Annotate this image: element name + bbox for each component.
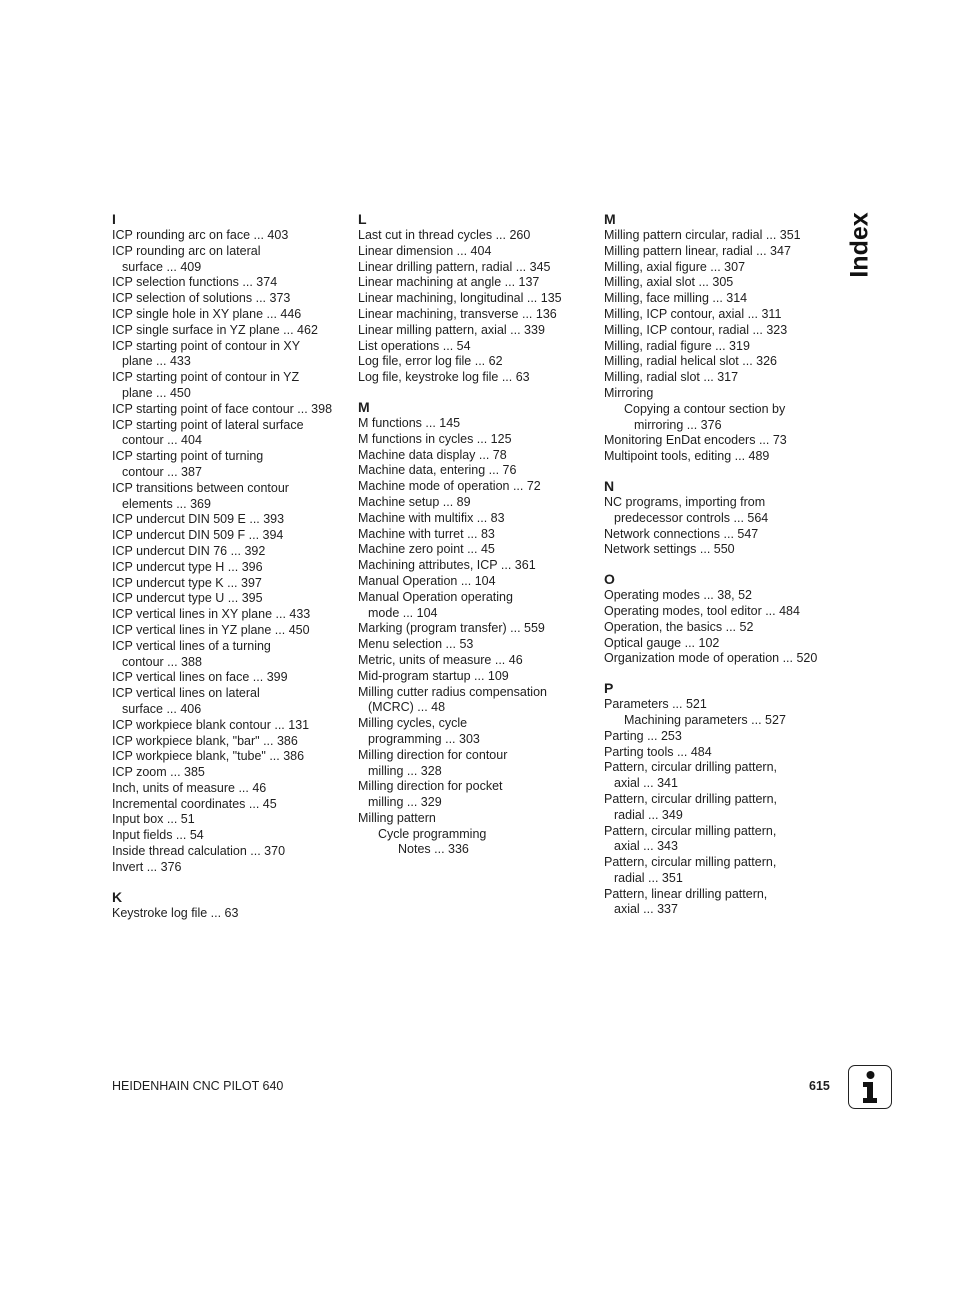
index-entry [112, 323, 352, 339]
index-entry [112, 797, 352, 813]
index-entry [112, 639, 352, 671]
entry-text: Parting tools ... 484 [604, 744, 712, 759]
entry-text: Machine with multifix ... 83 [358, 510, 505, 525]
entry-text: Pattern, circular milling pattern, [604, 823, 777, 838]
entry-text: Machine mode of operation ... 72 [358, 479, 541, 494]
index-entry [112, 481, 352, 513]
entry-text: Copying a contour section by [624, 401, 786, 416]
entry-continuation: mirroring ... 376 [634, 417, 722, 432]
entry-text: Operation, the basics ... 52 [604, 619, 754, 634]
entry-text: ICP undercut type U ... 395 [112, 591, 263, 606]
index-entry [358, 370, 598, 386]
entry-continuation: contour ... 387 [122, 464, 202, 479]
entry-text: Machine setup ... 89 [358, 494, 471, 509]
entry-continuation: axial ... 341 [614, 776, 678, 791]
index-entry [358, 228, 598, 244]
entry-text: Machining attributes, ICP ... 361 [358, 558, 536, 573]
index-entry [112, 906, 352, 922]
entry-text: ICP undercut type H ... 396 [112, 559, 263, 574]
index-entry [604, 339, 844, 355]
index-entry [358, 260, 598, 276]
entry-continuation: surface ... 406 [122, 701, 202, 716]
entry-text: Linear machining, longitudinal ... 135 [358, 291, 562, 306]
entry-text: Manual Operation ... 104 [358, 573, 496, 588]
index-column-2 [358, 211, 598, 871]
entry-text: ICP starting point of contour in YZ [112, 370, 300, 385]
section-letter: M [604, 211, 616, 227]
entry-text: Mirroring [604, 385, 654, 400]
index-entry [604, 449, 844, 465]
entry-text: ICP single surface in YZ plane ... 462 [112, 322, 318, 337]
entry-text: Metric, units of measure ... 46 [358, 652, 523, 667]
entry-text: Machining parameters ... 527 [624, 712, 786, 727]
index-entry [112, 686, 352, 718]
index-entry [604, 542, 844, 558]
index-entry [112, 718, 352, 734]
entry-text: Machine with turret ... 83 [358, 526, 495, 541]
entry-text: Parting ... 253 [604, 728, 682, 743]
index-entry [112, 291, 352, 307]
entry-text: Incremental coordinates ... 45 [112, 796, 277, 811]
entry-text: Log file, keystroke log file ... 63 [358, 370, 530, 385]
index-entry [604, 228, 844, 244]
index-section [358, 399, 598, 858]
entry-text: Linear machining at angle ... 137 [358, 275, 540, 290]
section-letter: N [604, 477, 615, 494]
entry-text: Notes ... 336 [398, 842, 469, 857]
index-entry [112, 228, 352, 244]
entry-text: Milling cutter radius compensation [358, 684, 547, 699]
index-entry [604, 386, 844, 402]
entry-text: M functions ... 145 [358, 415, 461, 430]
entry-text: Manual Operation operating [358, 589, 513, 604]
index-entry [112, 828, 352, 844]
entry-continuation: elements ... 369 [122, 496, 211, 511]
entry-text: Milling, axial figure ... 307 [604, 259, 746, 274]
index-entry [358, 448, 598, 464]
info-icon [848, 1065, 892, 1109]
index-entry [604, 370, 844, 386]
index-entry [358, 416, 598, 432]
entry-text: Linear dimension ... 404 [358, 243, 492, 258]
entry-text: ICP undercut DIN 509 E ... 393 [112, 512, 285, 527]
section-letter: K [112, 888, 123, 905]
entry-text: NC programs, importing from [604, 494, 766, 509]
index-entry [112, 512, 352, 528]
entry-text: ICP selection of solutions ... 373 [112, 291, 291, 306]
index-entry [604, 275, 844, 291]
index-entry [604, 433, 844, 449]
index-section [604, 680, 844, 918]
index-entry [604, 604, 844, 620]
index-entry [604, 620, 844, 636]
entry-text: ICP rounding arc on lateral [112, 243, 261, 258]
entry-text: Milling pattern circular, radial ... 351 [604, 228, 801, 242]
index-entry [358, 669, 598, 685]
index-section [112, 889, 352, 922]
entry-text: Operating modes ... 38, 52 [604, 588, 753, 603]
entry-text: ICP transitions between contour [112, 480, 289, 495]
entry-text: ICP vertical lines in YZ plane ... 450 [112, 622, 310, 637]
entry-text: Machine data display ... 78 [358, 447, 507, 462]
entry-text: Pattern, linear drilling pattern, [604, 886, 768, 901]
entry-continuation: programming ... 303 [368, 731, 480, 746]
index-entry [112, 844, 352, 860]
index-entry [604, 824, 844, 856]
index-entry [112, 244, 352, 276]
index-entry [112, 402, 352, 418]
index-entry [358, 495, 598, 511]
entry-text: ICP undercut type K ... 397 [112, 575, 262, 590]
entry-text: Parameters ... 521 [604, 697, 707, 712]
index-side-title [845, 214, 875, 276]
entry-continuation: radial ... 349 [614, 807, 683, 822]
entry-text: Network connections ... 547 [604, 526, 759, 541]
index-entry [358, 637, 598, 653]
index-entry [112, 528, 352, 544]
page-number: 615 [809, 1079, 830, 1093]
index-entry [604, 697, 844, 713]
index-entry [112, 734, 352, 750]
entry-continuation: plane ... 433 [122, 354, 191, 369]
entry-continuation: contour ... 404 [122, 433, 202, 448]
entry-text: ICP single hole in XY plane ... 446 [112, 306, 302, 321]
entry-text: Milling, axial slot ... 305 [604, 275, 734, 290]
index-entry [358, 275, 598, 291]
entry-text: M functions in cycles ... 125 [358, 431, 512, 446]
index-entry [358, 339, 598, 355]
entry-continuation: milling ... 328 [368, 763, 442, 778]
entry-text: Milling, face milling ... 314 [604, 291, 748, 306]
index-entry [112, 560, 352, 576]
entry-text: Milling pattern linear, radial ... 347 [604, 243, 791, 258]
index-entry [112, 591, 352, 607]
entry-text: List operations ... 54 [358, 338, 471, 353]
index-entry [358, 511, 598, 527]
entry-text: Mid-program startup ... 109 [358, 668, 509, 683]
entry-text: Milling, ICP contour, radial ... 323 [604, 322, 788, 337]
entry-text: ICP starting point of face contour ... 398 [112, 401, 333, 416]
index-entry [358, 748, 598, 780]
entry-continuation: predecessor controls ... 564 [614, 510, 769, 525]
index-entry [112, 607, 352, 623]
entry-text: Milling direction for contour [358, 747, 508, 762]
index-entry [358, 291, 598, 307]
index-entry [604, 291, 844, 307]
index-entry [604, 495, 844, 527]
entry-text: Milling direction for pocket [358, 779, 503, 794]
index-entry [112, 765, 352, 781]
index-entry [604, 323, 844, 339]
entry-text: ICP starting point of lateral surface [112, 417, 304, 432]
index-entry [604, 402, 844, 434]
index-entry [112, 781, 352, 797]
entry-text: Log file, error log file ... 62 [358, 354, 503, 369]
index-entry [358, 244, 598, 260]
index-entry [112, 449, 352, 481]
entry-continuation: plane ... 450 [122, 385, 191, 400]
index-entry [112, 544, 352, 560]
entry-text: Input box ... 51 [112, 812, 195, 827]
index-entry [604, 729, 844, 745]
index-entry [604, 713, 844, 729]
index-entry [604, 651, 844, 667]
entry-text: Multipoint tools, editing ... 489 [604, 449, 770, 464]
index-entry [604, 887, 844, 919]
index-entry [604, 588, 844, 604]
entry-continuation: axial ... 337 [614, 902, 678, 917]
index-entry [358, 621, 598, 637]
entry-text: ICP undercut DIN 76 ... 392 [112, 543, 266, 558]
entry-continuation: radial ... 351 [614, 870, 683, 885]
entry-text: Network settings ... 550 [604, 542, 735, 557]
entry-text: ICP zoom ... 385 [112, 765, 205, 780]
entry-text: Menu selection ... 53 [358, 637, 474, 652]
index-entry [358, 527, 598, 543]
section-letter: M [358, 398, 370, 415]
index-entry [604, 307, 844, 323]
entry-text: ICP undercut DIN 509 F ... 394 [112, 528, 284, 543]
entry-continuation: axial ... 343 [614, 839, 678, 854]
entry-text: Milling, radial helical slot ... 326 [604, 354, 777, 369]
index-entry [358, 779, 598, 811]
entry-text: Linear machining, transverse ... 136 [358, 306, 557, 321]
entry-text: ICP rounding arc on face ... 403 [112, 228, 289, 242]
index-entry [358, 590, 598, 622]
index-entry [358, 432, 598, 448]
entry-text: Marking (program transfer) ... 559 [358, 621, 545, 636]
index-entry [358, 653, 598, 669]
entry-continuation: contour ... 388 [122, 654, 202, 669]
entry-text: Operating modes, tool editor ... 484 [604, 603, 800, 618]
entry-text: Optical gauge ... 102 [604, 635, 720, 650]
index-entry [358, 323, 598, 339]
index-entry [358, 354, 598, 370]
entry-text: Milling cycles, cycle [358, 716, 468, 731]
index-entry [358, 811, 598, 827]
index-entry [358, 842, 598, 858]
entry-text: Last cut in thread cycles ... 260 [358, 228, 531, 242]
entry-text: Invert ... 376 [112, 859, 182, 874]
index-entry [604, 354, 844, 370]
entry-text: ICP vertical lines on lateral [112, 686, 260, 701]
entry-text: Pattern, circular milling pattern, [604, 855, 777, 870]
index-entry [112, 339, 352, 371]
entry-text: ICP vertical lines on face ... 399 [112, 670, 288, 685]
section-letter: L [358, 211, 367, 227]
index-entry [112, 576, 352, 592]
entry-text: Inch, units of measure ... 46 [112, 780, 267, 795]
index-entry [604, 745, 844, 761]
index-entry [112, 418, 352, 450]
index-entry [358, 479, 598, 495]
index-entry [604, 636, 844, 652]
index-entry [358, 542, 598, 558]
entry-text: Inside thread calculation ... 370 [112, 844, 286, 859]
entry-text: ICP starting point of turning [112, 449, 264, 464]
index-entry [112, 275, 352, 291]
index-entry [604, 792, 844, 824]
section-letter: P [604, 680, 614, 697]
index-entry [604, 855, 844, 887]
index-column-3 [604, 211, 844, 931]
index-entry [358, 685, 598, 717]
entry-text: Cycle programming [378, 826, 487, 841]
section-letter: O [604, 571, 615, 588]
index-section [604, 571, 844, 667]
entry-continuation: milling ... 329 [368, 795, 442, 810]
index-entry [604, 260, 844, 276]
info-i-glyph [849, 1066, 890, 1107]
index-entry [112, 812, 352, 828]
entry-text: Linear milling pattern, axial ... 339 [358, 322, 545, 337]
entry-text: ICP selection functions ... 374 [112, 275, 278, 290]
index-section [604, 478, 844, 558]
entry-text: Milling, radial figure ... 319 [604, 338, 750, 353]
index-side-title-text: Index [845, 212, 874, 278]
index-entry [112, 860, 352, 876]
entry-text: Machine zero point ... 45 [358, 542, 495, 557]
entry-text: ICP workpiece blank contour ... 131 [112, 717, 310, 732]
entry-text: Machine data, entering ... 76 [358, 463, 517, 478]
entry-continuation: mode ... 104 [368, 605, 438, 620]
index-column-1 [112, 211, 352, 934]
entry-text: Keystroke log file ... 63 [112, 905, 239, 920]
index-entry [604, 527, 844, 543]
index-entry [112, 307, 352, 323]
index-entry [112, 623, 352, 639]
index-entry [358, 716, 598, 748]
entry-text: ICP workpiece blank, "tube" ... 386 [112, 749, 305, 764]
manual-title: HEIDENHAIN CNC PILOT 640 [112, 1079, 284, 1093]
index-entry [358, 307, 598, 323]
index-entry [358, 574, 598, 590]
entry-text: Milling pattern [358, 810, 436, 825]
index-entry [604, 760, 844, 792]
index-entry [112, 370, 352, 402]
entry-continuation: surface ... 409 [122, 259, 202, 274]
entry-text: Pattern, circular drilling pattern, [604, 760, 777, 775]
entry-text: Linear drilling pattern, radial ... 345 [358, 259, 551, 274]
index-section [358, 211, 598, 386]
entry-text: Monitoring EnDat encoders ... 73 [604, 433, 787, 448]
index-entry [358, 827, 598, 843]
entry-text: ICP workpiece blank, "bar" ... 386 [112, 733, 298, 748]
entry-continuation: (MCRC) ... 48 [368, 700, 446, 715]
index-entry [604, 244, 844, 260]
index-entry [112, 670, 352, 686]
entry-text: Organization mode of operation ... 520 [604, 651, 818, 666]
index-entry [112, 749, 352, 765]
index-entry [358, 558, 598, 574]
entry-text: Milling, radial slot ... 317 [604, 370, 739, 385]
entry-text: ICP vertical lines of a turning [112, 638, 271, 653]
index-section [604, 211, 844, 465]
entry-text: Input fields ... 54 [112, 828, 204, 843]
entry-text: ICP vertical lines in XY plane ... 433 [112, 607, 311, 622]
entry-text: ICP starting point of contour in XY [112, 338, 301, 353]
entry-text: Pattern, circular drilling pattern, [604, 791, 777, 806]
index-section [112, 211, 352, 876]
section-letter: I [112, 211, 116, 227]
index-entry [358, 463, 598, 479]
entry-text: Milling, ICP contour, axial ... 311 [604, 306, 782, 321]
